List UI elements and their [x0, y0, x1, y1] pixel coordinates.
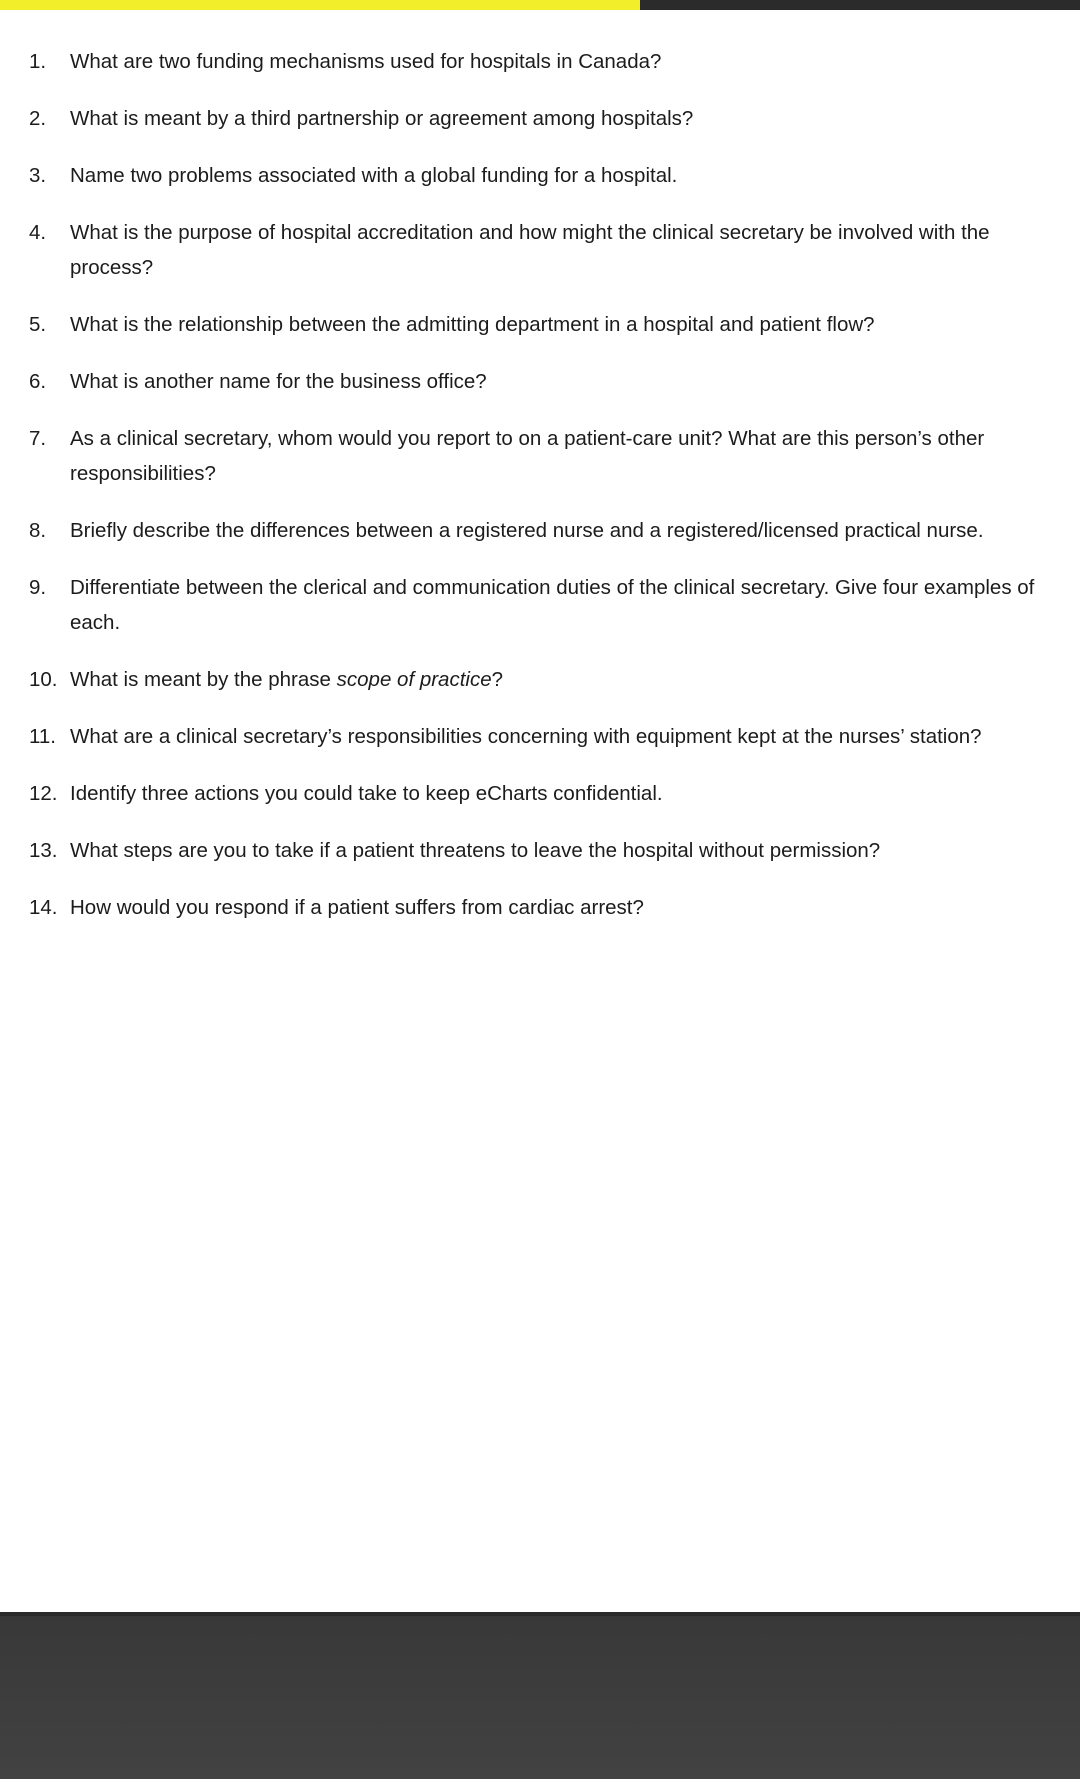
question-text-after: ? — [491, 668, 504, 691]
question-number: 6. — [29, 370, 47, 393]
question-text: What steps are you to take if a patient threatens to leave the hospital without permission? — [70, 839, 881, 862]
question-number: 8. — [29, 519, 47, 542]
bottom-frame-area — [0, 1612, 1080, 1779]
question-number: 12. — [29, 782, 58, 805]
question-text-before: What is meant by the phrase — [70, 668, 337, 691]
question-item-13 — [0, 833, 1080, 868]
question-text-italic-term: scope of practice — [336, 668, 492, 691]
question-item-4 — [0, 215, 1080, 285]
question-text: Name two problems associated with a global funding for a hospital. — [70, 164, 678, 187]
question-item-2 — [0, 101, 1080, 136]
question-item-3 — [0, 158, 1080, 193]
question-item-10 — [0, 662, 1080, 697]
question-number: 13. — [29, 839, 58, 862]
question-item-11 — [0, 719, 1080, 754]
question-number: 5. — [29, 313, 47, 336]
question-item-5 — [0, 307, 1080, 342]
document-page — [0, 10, 1080, 1612]
question-number: 14. — [29, 896, 58, 919]
question-number: 4. — [29, 221, 47, 244]
question-text: What is the purpose of hospital accreditation and how might the clinical secretary be involved with the process? — [70, 221, 990, 279]
question-item-7 — [0, 421, 1080, 491]
question-item-8 — [0, 513, 1080, 548]
question-item-9 — [0, 570, 1080, 640]
question-text: What are a clinical secretary’s responsibilities concerning with equipment kept at the nurses’ station? — [70, 725, 982, 748]
page-bottom-edge — [0, 1612, 1080, 1616]
question-number: 3. — [29, 164, 47, 187]
question-text: Differentiate between the clerical and communication duties of the clinical secretary. Give four examples of each. — [70, 576, 1035, 634]
question-text: What are two funding mechanisms used for hospitals in Canada? — [70, 50, 662, 73]
question-number: 10. — [29, 668, 58, 691]
question-number: 9. — [29, 576, 47, 599]
question-number: 7. — [29, 427, 47, 450]
question-text: How would you respond if a patient suffers from cardiac arrest? — [70, 896, 644, 919]
question-item-14 — [0, 890, 1080, 925]
question-item-12 — [0, 776, 1080, 811]
question-text: What is the relationship between the admitting department in a hospital and patient flow? — [70, 313, 875, 336]
question-number: 1. — [29, 50, 47, 73]
question-item-6 — [0, 364, 1080, 399]
question-list — [0, 44, 1080, 947]
question-text: What is meant by a third partnership or agreement among hospitals? — [70, 107, 694, 130]
question-text: Identify three actions you could take to keep eCharts confidential. — [70, 782, 663, 805]
question-text: What is another name for the business office? — [70, 370, 487, 393]
question-text — [70, 668, 503, 691]
question-number: 2. — [29, 107, 47, 130]
question-item-1 — [0, 44, 1080, 79]
question-text: As a clinical secretary, whom would you report to on a patient-care unit? What are this person’s other responsibilities? — [70, 427, 985, 485]
question-text: Briefly describe the differences between a registered nurse and a registered/licensed practical nurse. — [70, 519, 984, 542]
question-number: 11. — [29, 725, 56, 748]
